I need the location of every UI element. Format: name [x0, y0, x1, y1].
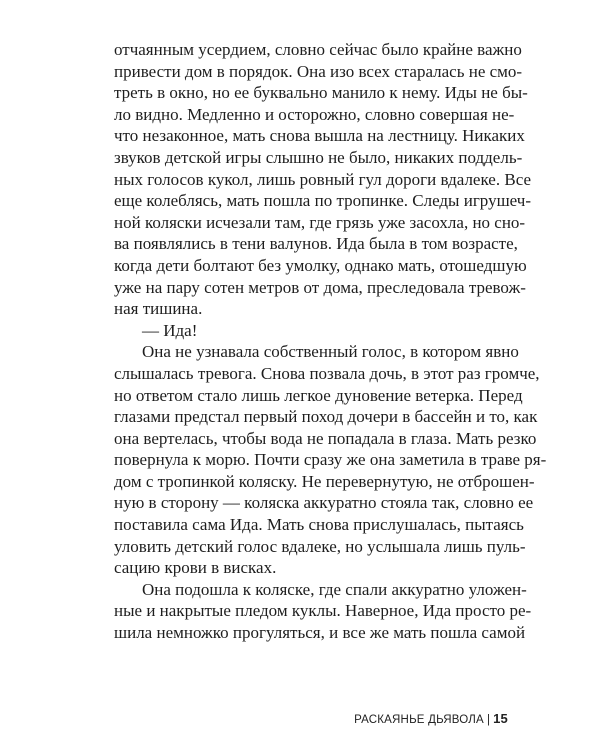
text-line: уже на пару сотен метров от дома, преследовала тревож- — [114, 277, 526, 297]
paragraph — [114, 39, 531, 320]
text-line: ные и накрытые пледом куклы. Наверное, Ида просто ре- — [114, 601, 532, 621]
paragraph — [114, 341, 547, 579]
text-line: ная тишина. — [114, 299, 203, 319]
running-footer — [354, 711, 508, 726]
text-line: — Ида! — [142, 320, 198, 340]
text-line: треть в окно, но ее буквально манило к нему. Иды не бы- — [114, 83, 528, 103]
text-line: Она не узнавала собственный голос, в котором явно — [142, 342, 519, 362]
text-line: когда дети болтают без умолку, однако мать, отошедшую — [114, 255, 527, 275]
text-line: слышалась тревога. Снова позвала дочь, в этот раз громче, — [114, 363, 540, 383]
text-line: что незаконное, мать снова вышла на лестницу. Никаких — [114, 126, 525, 146]
text-line: ва появлялись в тени валунов. Ида была в том возрасте, — [114, 234, 518, 254]
text-line: она вертелась, чтобы вода не попадала в глаза. Мать резко — [114, 428, 537, 448]
footer-book-title: РАСКАЯНЬЕ ДЬЯВОЛА — [354, 714, 484, 726]
paragraph — [114, 320, 508, 342]
text-line: отчаянным усердием, словно сейчас было крайне важно — [114, 40, 522, 59]
text-line: уловить детский голос вдалеке, но услышала лишь пуль- — [114, 536, 526, 556]
text-line: Она подошла к коляске, где спали аккуратно уложен- — [142, 579, 527, 599]
text-line: дом с тропинкой коляску. Не перевернутую, не отброшен- — [114, 471, 535, 491]
paragraph — [114, 579, 532, 644]
text-line: сацию крови в висках. — [114, 558, 277, 578]
text-line: звуков детской игры слышно не было, никаких поддель- — [114, 147, 523, 167]
text-line: ных голосов кукол, лишь ровный гул дороги вдалеке. Все — [114, 169, 531, 189]
text-line: привести дом в порядок. Она изо всех старалась не смо- — [114, 61, 523, 81]
text-line: поставила сама Ида. Мать снова прислушалась, пытаясь — [114, 515, 524, 535]
text-line: повернула к морю. Почти сразу же она заметила в траве ря- — [114, 450, 547, 470]
page-body-text — [114, 39, 547, 644]
text-line: глазами предстал первый поход дочери в бассейн и то, как — [114, 407, 538, 427]
footer-separator: | — [486, 714, 491, 726]
text-line: еще колеблясь, мать пошла по тропинке. Следы игрушеч- — [114, 191, 531, 211]
text-line: но ответом стало лишь легкое дуновение ветерка. Перед — [114, 385, 523, 405]
text-line: ную в сторону — коляска аккуратно стояла так, словно ее — [114, 493, 534, 513]
text-line: шила немножко прогуляться, и все же мать пошла самой — [114, 623, 526, 643]
text-line: ло видно. Медленно и осторожно, словно совершая не- — [114, 104, 515, 124]
text-line: ной коляски исчезали там, где грязь уже засохла, но сно- — [114, 212, 526, 232]
page-number: 15 — [493, 711, 508, 726]
